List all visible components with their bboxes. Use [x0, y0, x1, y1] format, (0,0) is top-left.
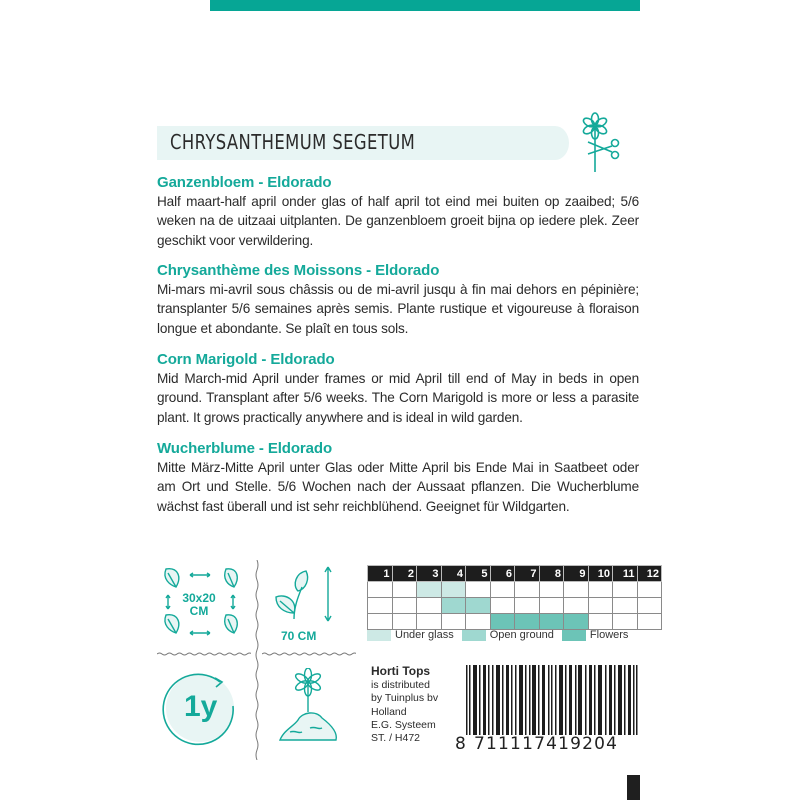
horizontal-wavy-divider: [157, 650, 251, 658]
month-header: 6: [490, 566, 515, 582]
month-header: 7: [515, 566, 540, 582]
spacing-label: [176, 592, 222, 618]
distributor-info: [371, 664, 438, 745]
distributor-line: E.G. Systeem: [371, 718, 436, 731]
month-header: 3: [417, 566, 442, 582]
month-header: 9: [564, 566, 589, 582]
section-body: Mid March-mid April under frames or mid April till end of May in beds in open ground. Transplant after 5/6 weeks. The Corn Marigold is more or less a parasite plant. It grows practically anywhere and is ideal in wild garden.: [157, 371, 639, 425]
latin-name-title: CHRYSANTHEMUM SEGETUM: [170, 130, 416, 154]
plant-height-icon: [272, 563, 342, 629]
section-english: [157, 351, 639, 427]
month-header: 1: [368, 566, 393, 582]
section-dutch: [157, 174, 639, 250]
section-french: [157, 262, 639, 338]
cell-under-glass: [441, 582, 466, 598]
month-header: 5: [466, 566, 491, 582]
legend-label: Flowers: [589, 629, 629, 641]
calendar-row-under-glass: [368, 582, 662, 598]
barcode-digits: 711117419204: [474, 734, 619, 754]
cell-flowers: [490, 614, 515, 630]
cell-flowers: [515, 614, 540, 630]
month-header: 4: [441, 566, 466, 582]
sowing-calendar: [367, 565, 662, 630]
section-body: Half maart-half april onder glas of half april tot eind mei buiten op zaaibed; 5/6 weken na de uitzaai uitplanten. De ganzenbloem groeit bijna op iedere plek. Zeer geschikt voor verwildering.: [157, 194, 639, 248]
month-header: 8: [539, 566, 564, 582]
cell-flowers: [539, 614, 564, 630]
legend-swatch-flowers: [562, 630, 586, 641]
vertical-wavy-divider: [255, 560, 259, 760]
distributor-line: by Tuinplus bv: [371, 692, 439, 705]
legend-swatch-under-glass: [367, 630, 391, 641]
legend-label: Under glass: [395, 629, 454, 641]
barcode: [466, 665, 638, 735]
flower-scissors-icon: [582, 112, 622, 174]
distributor-line: is distributed: [371, 679, 430, 691]
legend-swatch-open-ground: [462, 630, 486, 641]
height-label: 70 CM: [281, 629, 317, 643]
section-body: Mitte März-Mitte April unter Glas oder Mitte April bis Ende Mai in Saatbeet oder am Ort und Stelle. 5/6 Wochen nach der Aussaat pflanzen. Die Wucherblume wächst fast überall und ist sehr reichblühend. Geeignet für Wildgarten.: [157, 460, 639, 514]
section-body: Mi-mars mi-avril sous châssis ou de mi-avril jusqu à fin mai dehors en pépinière; transplanter 5/6 semaines après semis. Plante rustique et vigoureuse à floraison longue et abondante. Se plaît en tous sols.: [157, 282, 639, 336]
month-header: 12: [637, 566, 662, 582]
legend-label: Open ground: [489, 629, 554, 641]
section-title: Chrysanthème des Moissons - Eldorado: [157, 262, 440, 279]
distributor-line: ST. / H472: [371, 732, 421, 745]
section-title: Wucherblume - Eldorado: [157, 440, 333, 457]
lifecycle-label: 1y: [184, 690, 218, 723]
flower-in-soil-icon: [276, 668, 342, 748]
section-title: Ganzenbloem - Eldorado: [157, 174, 332, 191]
calendar-row-open-ground: [368, 598, 662, 614]
calendar-row-flowers: [368, 614, 662, 630]
section-german: [157, 440, 639, 516]
calendar-legend: [367, 629, 636, 641]
month-header: 2: [392, 566, 417, 582]
barcode-first-digit: 8: [455, 734, 466, 754]
calendar-header-row: [368, 566, 662, 582]
spacing-value: 30x20: [182, 591, 216, 605]
cell-flowers: [564, 614, 589, 630]
distributor-line: Holland: [371, 705, 407, 718]
cell-open-ground: [441, 598, 466, 614]
horizontal-wavy-divider: [262, 650, 356, 658]
top-accent-bar: [210, 0, 640, 11]
month-header: 10: [588, 566, 613, 582]
cell-open-ground: [466, 598, 491, 614]
bottom-black-bar: [627, 775, 640, 800]
section-title: Corn Marigold - Eldorado: [157, 351, 335, 368]
month-header: 11: [613, 566, 638, 582]
brand-name: Horti Tops: [371, 664, 431, 678]
spacing-unit: CM: [189, 604, 209, 618]
cell-under-glass: [417, 582, 442, 598]
